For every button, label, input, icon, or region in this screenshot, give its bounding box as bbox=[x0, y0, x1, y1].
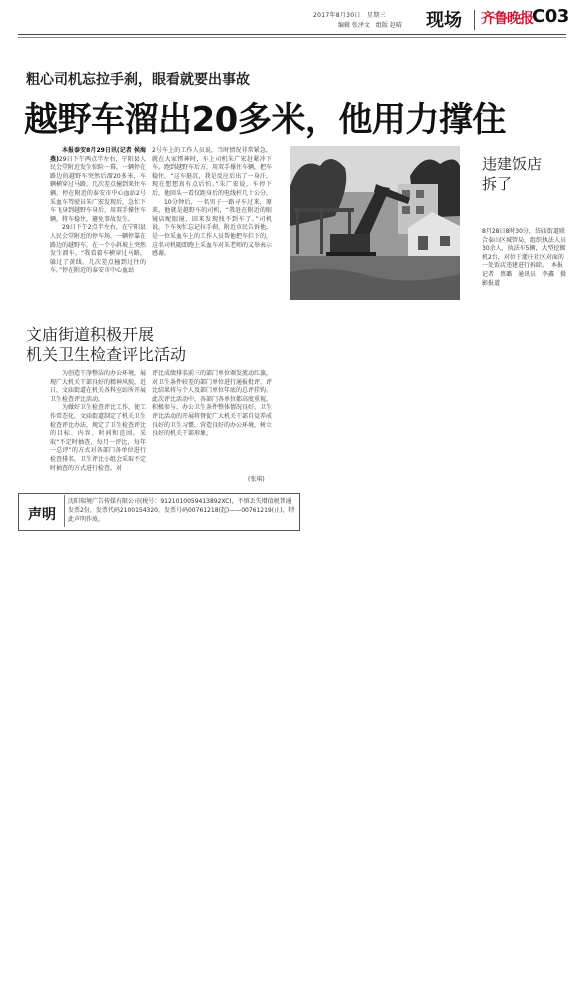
article1-paragraph: 10分钟后，一名男子一路寻车过来，原来，他就是越野车的司机，“我赶在附近的眼镜店配眼镜，回来发现找不到车了。”司机说，下车匆忙忘记拉手刹，附近市民告诉他，是一位采血车上的工作人员帮他把车拦下的，这名司机随即跑上采血车对朱老师的义举表示感谢。 bbox=[152, 198, 273, 258]
section-title: 现场 bbox=[426, 10, 462, 31]
article2-paragraph: 为做好卫生检查评比工作，使工作常态化，文庙街道制定了机关卫生检查评比办法，规定了卫生检查评比的目标、内容、时间和范围。采取“不定时抽查，每月一评比，每年一总评”的方式对各部门各单位进行检查排名，卫生评比小组会采取不定时抽查的方式进行检查，对 bbox=[50, 404, 147, 472]
article2-headline-line: 文庙街道积极开展 bbox=[26, 325, 155, 344]
photo-story-caption: 8月28日8时30分，岱庙街道联合泰山区城管局，组织执法人员30余人，执法车5辆，大型挖掘机2台，对位于灌庄社区对面的一处饭店违建进行拆除。 本报记者 蔡璐 通讯员 李鑫 摄影报道 bbox=[482, 228, 567, 287]
article2-column-1 bbox=[50, 370, 146, 473]
article2-column-2 bbox=[152, 370, 272, 439]
declaration-label: 声明 bbox=[28, 507, 56, 523]
masthead-divider bbox=[474, 10, 475, 30]
page-number: C03 bbox=[532, 6, 569, 27]
article1-lead: 本报泰安8月29日讯(记者 侯海燕) bbox=[50, 147, 146, 163]
photo-story-title bbox=[482, 154, 542, 194]
article1-headline: 越野车溜出20多米，他用力撑住 bbox=[24, 100, 506, 140]
article2-paragraph: 评比成绩排名前三的部门单位颁发流动红旗，对卫生条件较差的部门单位进行通报批评，评比结果将与个人及部门单位年底的总评挂钩。此次评比活动中，各部门各单位都高度重视，积极参与，办公卫生条件整体情况良好。卫生评比活动的开展将督促广大机关干部自觉养成良好的卫生习惯，营造良好的办公环境，树立良好的机关干部形象。 bbox=[152, 370, 273, 438]
article1-column-2 bbox=[152, 147, 272, 259]
article1-paragraph: 29日下午两点半左右，宁阳县人民会堂附近发生惊险一幕，一辆停在路边的越野车突然后溜20多米，车辆横穿过马路，几次差点撞到来往车辆，停在附近的泰安市中心血站2号采血车驾驶员朱广宏发现后，急忙下车飞身到越野车身后，用双手撑住车辆，将车稳住，避免事故发生。 bbox=[50, 155, 147, 223]
demolition-photo bbox=[290, 146, 460, 300]
masthead-rule-thin bbox=[18, 37, 566, 38]
editor-line: 编辑 张泽文 组版 赵晴 bbox=[338, 22, 402, 29]
newspaper-logo: 齐鲁晚报 bbox=[481, 11, 533, 27]
date-line: 2017年8月30日 星期三 bbox=[313, 12, 386, 19]
article1-column-1 bbox=[50, 147, 146, 276]
declaration-divider bbox=[64, 495, 65, 527]
article1-kicker: 粗心司机忘拉手刹，眼看就要出事故 bbox=[26, 72, 250, 88]
photo-story-title-line: 拆了 bbox=[482, 175, 513, 193]
article2-paragraph: 为创造干净整洁的办公环境，展现广大机关干部良好的精神风貌，近日，文庙街道在机关各科室站所开展卫生检查评比活动。 bbox=[50, 370, 147, 403]
article2-signature: (张琪) bbox=[248, 476, 265, 483]
excavator-photo-image bbox=[290, 146, 460, 300]
declaration-text: 沈阳瑞境广告传媒有限公司(税号：91210100594138​92XC)，不慎丢失增值税普通发票2份，发票代码2100154320，发票号码00761218(起)——00761219(止)，特此声明作废。 bbox=[68, 498, 295, 523]
article1-paragraph: 29日下午2点半左右，在宁阳县人民会堂附近的停车场，一辆停靠在路边的越野车，在一个小斜坡上突然发生溜车。“我看着车横穿过马路，躲过了黄线，几次差点撞到过往的车。”停在附近的泰安市中心血站 bbox=[50, 224, 147, 275]
masthead-rule bbox=[18, 34, 566, 35]
article2-headline bbox=[26, 325, 186, 365]
article2-headline-line: 机关卫生检查评比活动 bbox=[26, 345, 187, 364]
article1-paragraph: 2号车上的工作人员说，当时情况非常紧急，就在大家愣神时，车上司机朱广宏赶紧冲下车，跑到越野车后方，用双手撑住车辆，把车稳住。“这车挺沉，我是反应后出了一身汗，现在想想真有点后怕。”朱广宏说，车停下后，他回头一看仅距身后的电线杆几十公分。 bbox=[152, 147, 273, 197]
photo-story-title-line: 违建饭店 bbox=[482, 155, 543, 173]
